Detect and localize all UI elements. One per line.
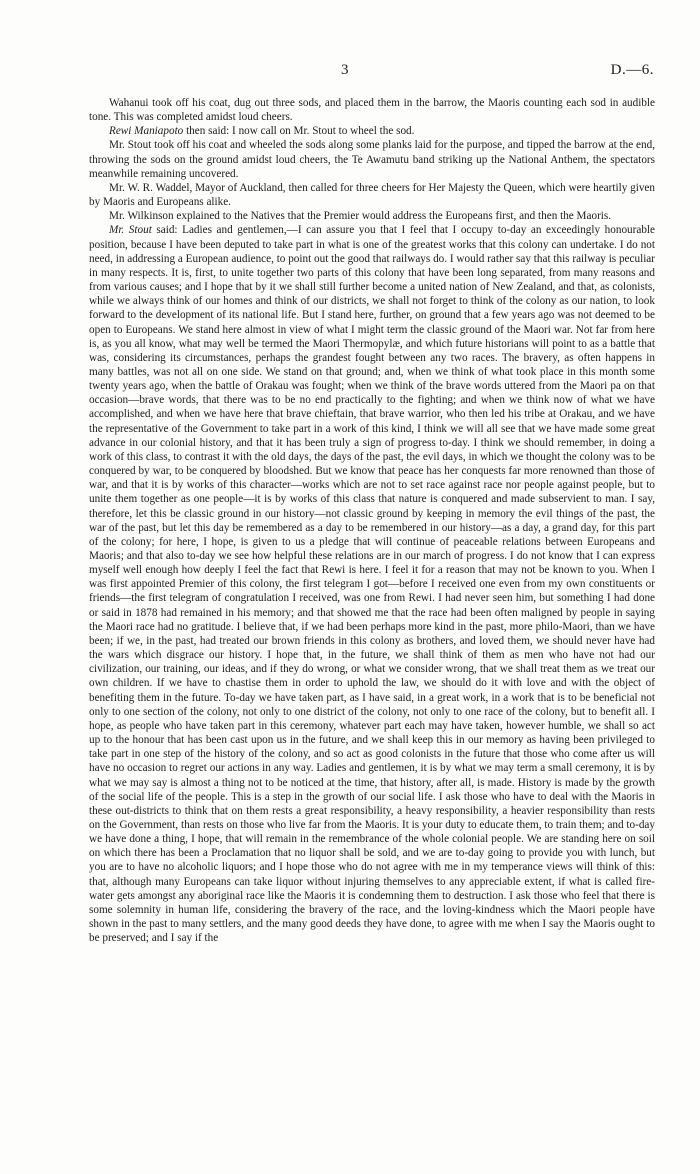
paragraph-text: Mr. Stout took off his coat and wheeled the sods along some planks laid for the purpose, and tipped the barrow at the end, throwing the sods on the ground amidst loud cheers, the Te Awamutu band striking up the National Anthem, the spectators meanwhile remaining uncovered. <box>89 139 655 180</box>
paragraph <box>89 223 655 945</box>
paragraph <box>89 209 655 223</box>
speaker-name: Rewi Maniapoto <box>109 125 184 138</box>
paragraph <box>89 181 655 209</box>
body-text <box>89 96 655 945</box>
paragraph <box>89 138 655 180</box>
paragraph-text: said: Ladies and gentlemen,—I can assure you that I feel that I occupy to-day an exceedingly honourable position, because I have been deputed to take part in what is one of the greatest works that this colony can undertake. I do not need, in addressing a European audience, to point out the good that railways do. I would rather say that this railway is peculiar in many respects. It is, first, to unite together two parts of this colony that have been long separated, from many reasons and from various causes; and I hope that by it we shall still further become a united nation of New Zealand, and that, as colonists, while we always think of our homes and think of our districts, we shall not forget to think of the colony as our nation, to look forward to the development of its national life. But I stand here, further, on ground that a few years ago was not deemed to be open to Europeans. We stand here almost in view of what I might term the classic ground of the Maori war. Not far from here is, as you all know, what may well be termed the Maori Thermopylæ, and which future historians will point to as a battle that was, considering its circumstances, perhaps the grandest fought between any two races. The bravery, as often happens in many battles, was not all on one side. We stand on that ground; and, when we think of what took place in this month some twenty years ago, when the battle of Orakau was fought; when we think of the brave words uttered from the Maori pa on that occasion—brave words, that there was to be no end practically to the fighting; and when we think now of what we have accomplished, and when we have here that brave chieftain, that brave warrior, who then led his tribe at Orakau, and we have the representative of the Government to take part in a work of this kind, I think we will all see that we have made some great advance in our colonial history, and that it has been truly a sign of progress to-day. I think we should remember, in doing a work of this class, to contrast it with the old days, the days of the past, the evil days, in which we thought the colony was to be conquered by war, to be conquered by bloodshed. But we know that peace has her conquests far more renowned than those of war, and that it is by works of this character—works which are not to set race against race nor people against people, but to unite them together as one people—it is by works of this class that nature is conquered and made subservient to man. I say, therefore, let this be classic ground in our history—not classic ground by keeping in memory the evil things of the past, the war of the past, but let this day be remembered as a day to be remembered in our history—as a day, a grand day, for this part of the colony; for here, I hope, is given to us a pledge that will continue of peaceable relations between Europeans and Maoris; and that also to-day we see how helpful these relations are in our march of progress. I do not know that I can express myself well enough how deeply I feel the fact that Rewi is here. I feel it for a reason that may not be known to you. When I was first appointed Premier of this colony, the first telegram I got—before I received one even from my own constituents or friends—the first telegram of congratulation I received, was one from Rewi. I had never seen him, but something I had done or said in 1878 had remained in his memory; and that showed me that the race had been often maligned by people in saying the Maori race had no gratitude. I believe that, if we had been perhaps more kind in the past, more philo-Maori, than we have been; if we, in the past, had treated our brown friends in this colony as brothers, and loved them, we should never have had the wars which disgrace our history. I hope that, in the future, we shall think of them as men who have not had our civilization, our training, our ideas, and if they do wrong, or what we consider wrong, that we shall treat them as we treat our own children. If we have to chastise them in order to uphold the law, we should do it with love and with the object of benefiting them in the future. To-day we have taken part, as I have said, in a great work, in a work that is to be beneficial not only to one section of the colony, not only to one district of the colony, not only to one race of the colony, but to benefit all. I hope, as people who have taken part in this ceremony, whatever part each may have taken, however humble, we shall so act up to the honour that has been cast upon us in the future, and we shall keep this in our memory as having been privileged to take part in one step of the history of the colony, and so act as good colonists in the future that those who come after us will have no occasion to regret our actions in any way. Ladies and gentlemen, it is by what we may term a small ceremony, it is by what we may say is almost a thing not to be noticed at the time, that history, after all, is made. History is made by the growth of the social life of the people. This is a step in the growth of our social life. I ask those who have to deal with the Maoris in these out-districts to think that on them rests a great responsibility, a heavy responsibility, a heavier responsibility than rests on the Government, than rests on those who live far from the Maoris. It is your duty to educate them, to train them; and to-day we have done a thing, I hope, that will remain in the remembrance of the whole colonial people. We are standing here on soil on which there has been a Proclamation that no liquor shall be sold, and we are to-day going to provide you with lunch, but you are to have no alcoholic liquors; and I hope those who do not agree with me in my temperance views will think of this: that, although many Europeans can take liquor without injuring themselves to any appreciable extent, if what is called fire-water gets amongst any aboriginal race like the Maoris it is condemning them to destruction. I ask those who feel that there is some solemnity in human life, considering the bravery of the race, and the loving-kindness which the Maori people have shown in the past to many settlers, and the many good deeds they have done, to agree with me when I say the Maoris ought to be preserved; and I say if the <box>89 224 655 945</box>
paragraph <box>89 124 655 138</box>
speaker-name: Mr. Stout <box>109 224 152 237</box>
paragraph-text: then said: I now call on Mr. Stout to wheel the sod. <box>183 125 415 138</box>
paragraph <box>89 96 655 124</box>
page-header <box>0 62 700 82</box>
page-number: 3 <box>341 62 349 78</box>
paragraph-text: Mr. Wilkinson explained to the Natives that the Premier would address the Europeans first, and then the Maoris. <box>109 210 612 223</box>
document-reference: D.—6. <box>610 62 654 78</box>
paragraph-text: Wahanui took off his coat, dug out three sods, and placed them in the barrow, the Maoris counting each sod in audible tone. This was completed amidst loud cheers. <box>89 97 655 124</box>
paragraph-text: Mr. W. R. Waddel, Mayor of Auckland, then called for three cheers for Her Majesty the Queen, which were heartily given by Maoris and Europeans alike. <box>89 181 655 209</box>
